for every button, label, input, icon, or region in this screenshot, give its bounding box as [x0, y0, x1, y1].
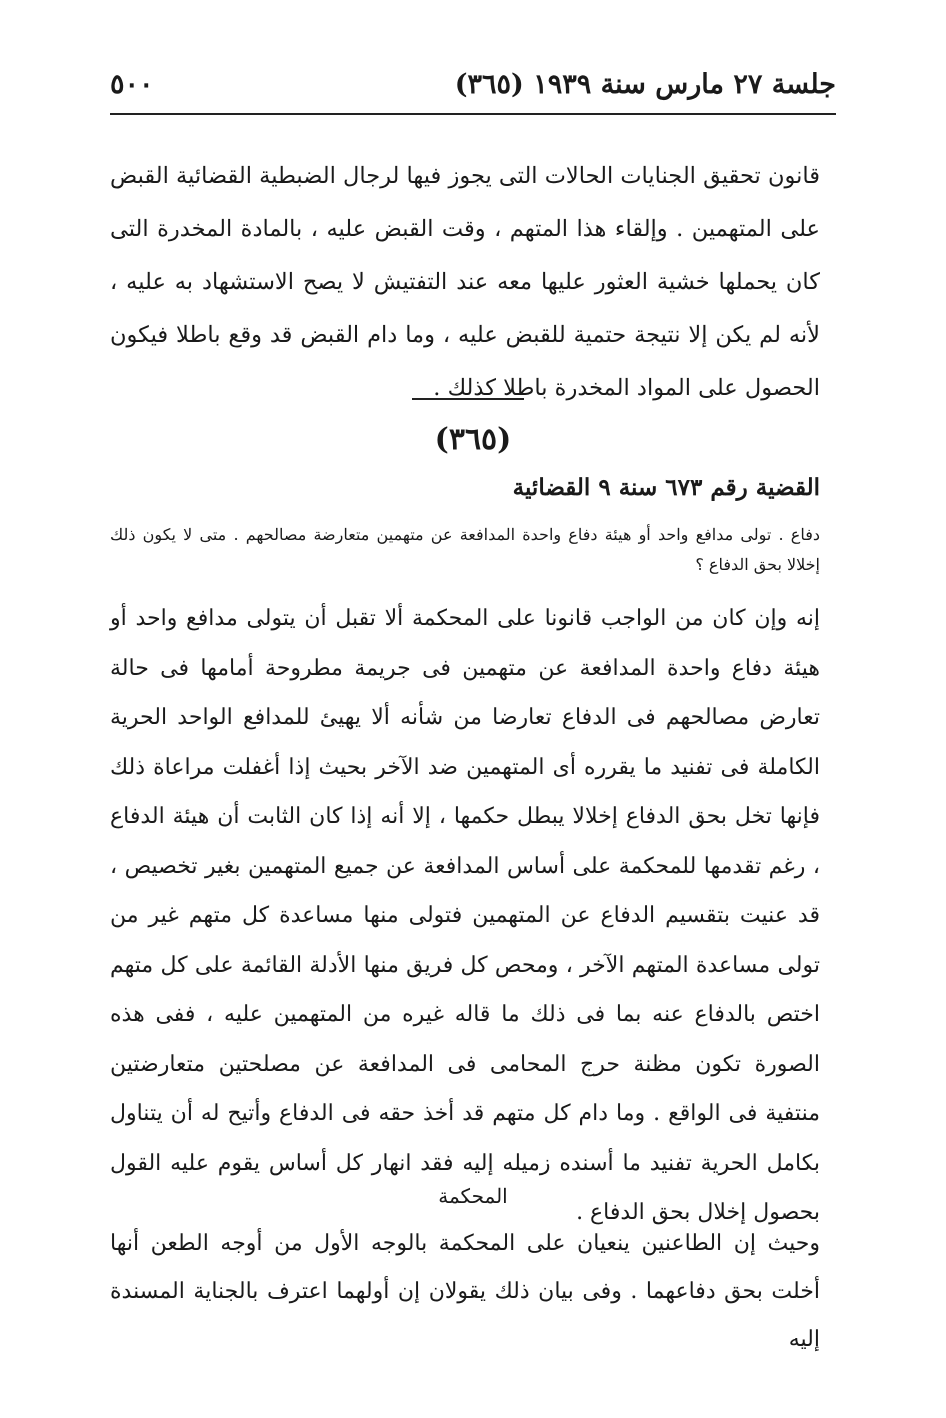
intro-paragraph: قانون تحقيق الجنايات الحالات التى يجوز فيها لرجال الضبطية القضائية القبض على المتهمين . وإلقاء هذا المتهم ، وقت القبض عليه ، بالمادة المخدرة التى كان يحملها خشية العثور عليها معه عند التفتيش لا يصح الاستشهاد به عليه ، لأنه لم يكن إلا نتيجة حتمية للقبض عليه ، وما دام القبض قد وقع باطلا فيكون الحصول على المواد المخدرة باطلا كذلك . — [110, 163, 820, 401]
page-number: ٥٠٠ — [110, 68, 154, 100]
page-header — [110, 62, 836, 106]
case-summary: دفاع . تولى مدافع واحد أو هيئة دفاع واحدة المدافعة عن متهمين متعارضة مصالحهم . متى لا يكون ذلك إخلالا بحق الدفاع ؟ — [110, 525, 820, 574]
court-heading: المحكمة — [438, 1184, 508, 1208]
ruling-paragraph: إنه وإن كان من الواجب قانونا على المحكمة ألا تقبل أن يتولى مدافع واحد أو هيئة دفاع واحدة المدافعة عن متهمين فى جريمة مطروحة أمامها فى حالة تعارض مصالحهم فى الدفاع تعارضا من شأنه ألا يهيئ للمدافع الواحد الحرية الكاملة فى تفنيد ما يقرره أى المتهمين ضد الآخر بحيث إذا أغفلت مراعاة ذلك فإنها تخل بحق الدفاع إخلالا يبطل حكمها ، إلا أنه إذا كان الثابت أن هيئة الدفاع ، رغم تقدمها للمحكمة على أساس المدافعة عن جميع المتهمين بغير تخصيص ، قد عنيت بتقسيم الدفاع عن المتهمين فتولى منها مساعدة كل متهم غير من تولى مساعدة المتهم الآخر ، ومحص كل فريق منها الأدلة القائمة على كل متهم اختص بالدفاع عنه بما فى ذلك ما قاله غيره من المتهمين عليه ، ففى هذه الصورة تكون مظنة حرج المحامى فى المدافعة عن مصلحتين متعارضتين منتفية فى الواقع . وما دام كل متهم قد أخذ حقه فى الدفاع وأتيح له أن يتناول بكامل الحرية تفنيد ما أسنده زميله إليه فقد انهار كل أساس يقوم عليه القول بحصول إخلال بحق الدفاع . — [110, 606, 820, 1225]
case-reference: القضية رقم ٦٧٣ سنة ٩ القضائية — [512, 474, 820, 501]
session-title: جلسة ٢٧ مارس سنة ١٩٣٩ (٣٦٥) — [454, 68, 836, 100]
case-number: (٣٦٥) — [434, 422, 512, 457]
section-separator — [412, 398, 524, 400]
court-paragraph: وحيث إن الطاعنين ينعيان على المحكمة بالوجه الأول من أوجه الطعن أنها أخلت بحق دفاعهما . وفى بيان ذلك يقولان إن أولهما اعترف بالجناية المسندة إليه — [110, 1231, 820, 1352]
header-divider — [110, 113, 836, 115]
